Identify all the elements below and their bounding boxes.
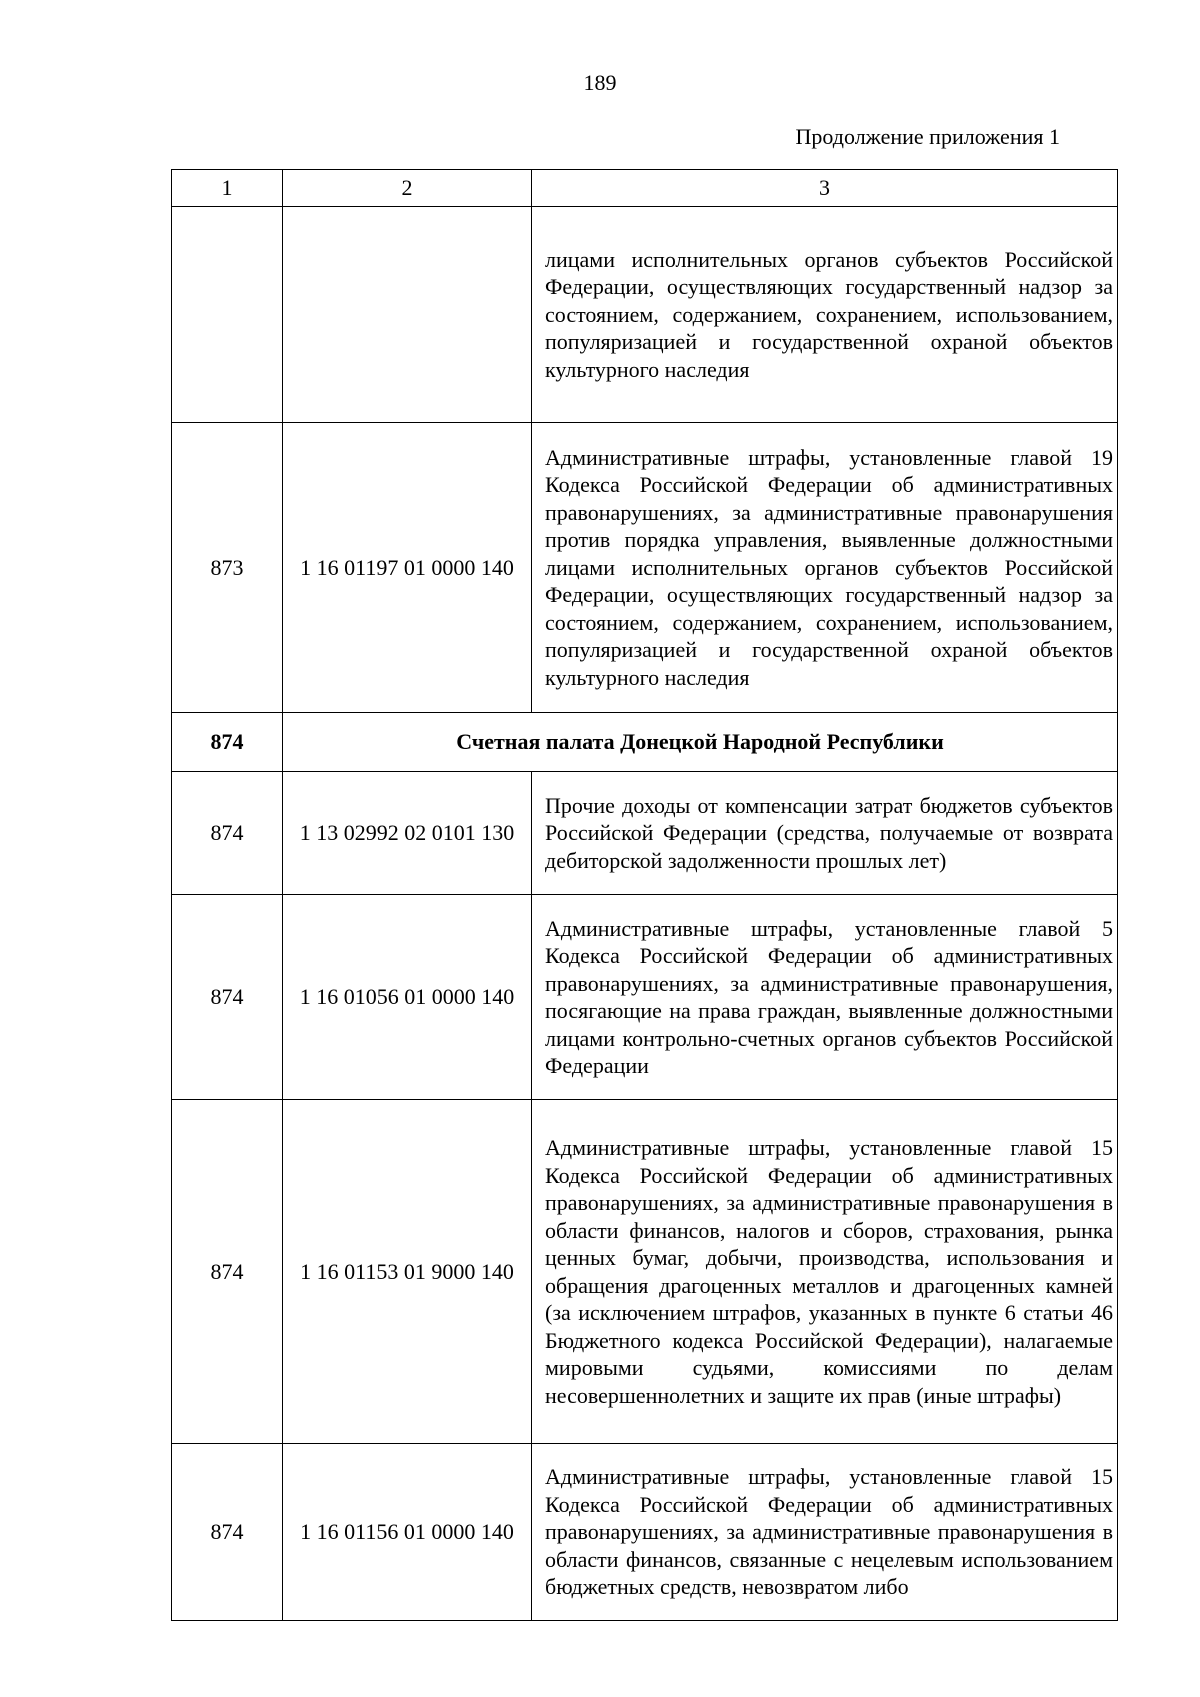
description-cell: Административные штрафы, установленные главой 15 Кодекса Российской Федерации об административных правонарушениях, за административные правонарушения в области финансов, связанные с нецелевым использованием бюджетных средств, невозвратом либо	[532, 1444, 1118, 1621]
table-row	[172, 1100, 1118, 1444]
description-cell: Административные штрафы, установленные главой 5 Кодекса Российской Федерации об административных правонарушениях, за административные правонарушения, посягающие на права граждан, выявленные должностными лицами контрольно-счетных органов субъектов Российской Федерации	[532, 895, 1118, 1100]
admin-code-cell: 874	[172, 1100, 283, 1444]
table-row	[172, 895, 1118, 1100]
header-cell-code: 2	[283, 170, 532, 207]
table-row	[172, 1444, 1118, 1621]
income-code-cell: 1 16 01056 01 0000 140	[283, 895, 532, 1100]
appendix-continuation-label: Продолжение приложения 1	[795, 124, 1060, 149]
table-header-row	[172, 170, 1118, 207]
admin-code-cell: 874	[172, 772, 283, 895]
description-cell: лицами исполнительных органов субъектов Российской Федерации, осуществляющих государственный надзор за состоянием, содержанием, сохранением, использованием, популяризацией и государственной охраной объектов культурного наследия	[532, 207, 1118, 423]
description-cell: Прочие доходы от компенсации затрат бюджетов субъектов Российской Федерации (средства, получаемые от возврата дебиторской задолженности прошлых лет)	[532, 772, 1118, 895]
admin-code-cell: 874	[172, 895, 283, 1100]
section-admin-code: 874	[172, 713, 283, 772]
description-cell: Административные штрафы, установленные главой 19 Кодекса Российской Федерации об административных правонарушениях, за административные правонарушения против порядка управления, выявленные должностными лицами исполнительных органов субъектов Российской Федерации, осуществляющих государственный надзор за состоянием, содержанием, сохранением, использованием, популяризацией и государственной охраной объектов культурного наследия	[532, 423, 1118, 713]
description-cell: Административные штрафы, установленные главой 15 Кодекса Российской Федерации об административных правонарушениях, за административные правонарушения в области финансов, налогов и сборов, страхования, рынка ценных бумаг, добычи, производства, использования и обращения драгоценных металлов и драгоценных камней (за исключением штрафов, указанных в пункте 6 статьи 46 Бюджетного кодекса Российской Федерации), налагаемые мировыми судьями, комиссиями по делам несовершеннолетних и защите их прав (иные штрафы)	[532, 1100, 1118, 1444]
table-row	[172, 207, 1118, 423]
income-code-cell: 1 13 02992 02 0101 130	[283, 772, 532, 895]
budget-classification-table	[171, 169, 1118, 1621]
section-header-row	[172, 713, 1118, 772]
income-code-cell: 1 16 01197 01 0000 140	[283, 423, 532, 713]
income-code-cell: 1 16 01156 01 0000 140	[283, 1444, 532, 1621]
table-row	[172, 423, 1118, 713]
section-title: Счетная палата Донецкой Народной Республики	[283, 713, 1118, 772]
header-cell-admin: 1	[172, 170, 283, 207]
admin-code-cell: 873	[172, 423, 283, 713]
income-code-cell	[283, 207, 532, 423]
admin-code-cell	[172, 207, 283, 423]
admin-code-cell: 874	[172, 1444, 283, 1621]
header-cell-description: 3	[532, 170, 1118, 207]
page-number: 189	[583, 70, 617, 95]
income-code-cell: 1 16 01153 01 9000 140	[283, 1100, 532, 1444]
table-row	[172, 772, 1118, 895]
